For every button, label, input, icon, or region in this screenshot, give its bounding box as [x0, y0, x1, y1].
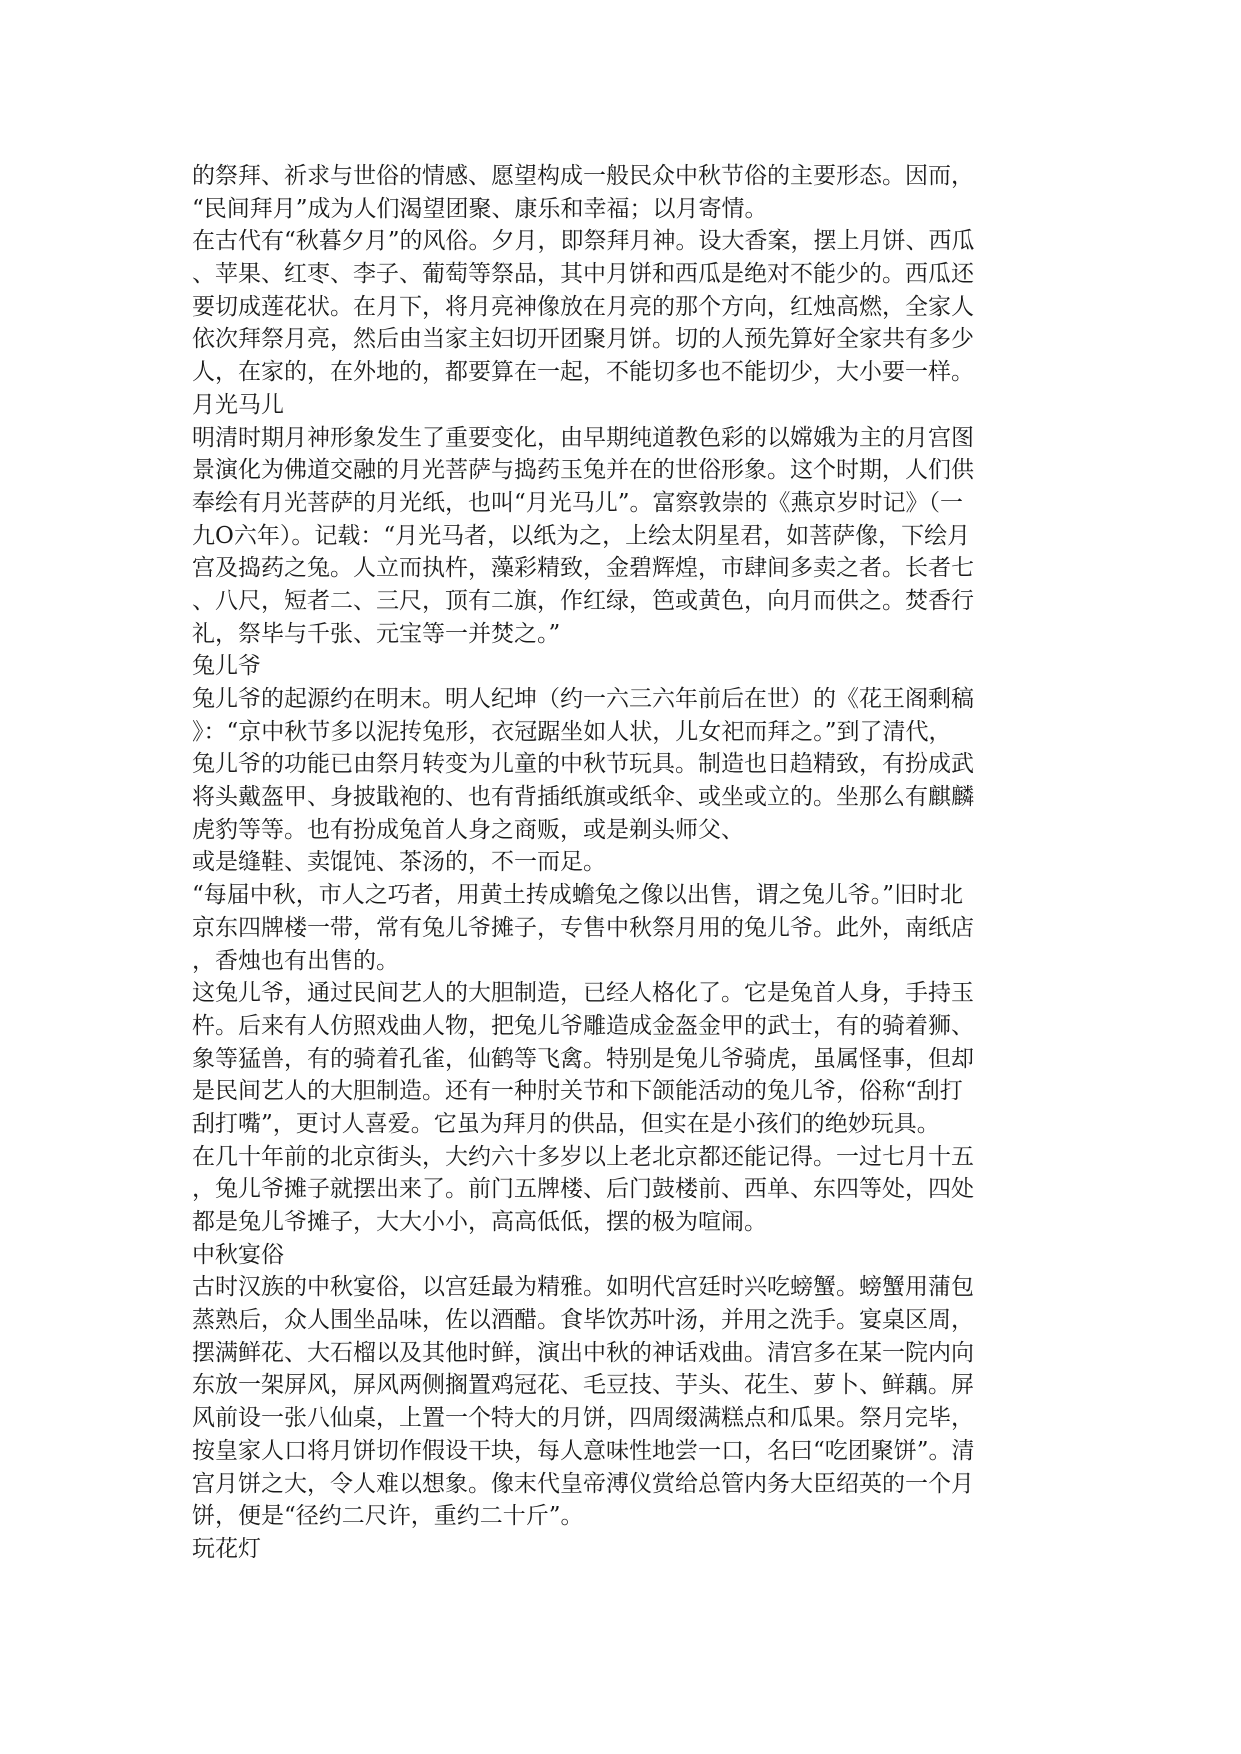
text-line: 九O六年）。记载：“月光马者，以纸为之，上绘太阴星君，如菩萨像，下绘月 [192, 522, 971, 549]
text-line: 这兔儿爷，通过民间艺人的大胆制造，已经人格化了。它是兔首人身，手持玉 [192, 980, 974, 1007]
text-line: 要切成莲花状。在月下，将月亮神像放在月亮的那个方向，红烛高燃，全家人 [192, 293, 974, 320]
text-line: 风前设一张八仙桌，上置一个特大的月饼，四周缀满糕点和瓜果。祭月完毕， [192, 1405, 974, 1432]
text-line: 或是缝鞋、卖馄饨、茶汤的，不一而足。 [192, 849, 606, 876]
text-line: 在几十年前的北京街头，大约六十多岁以上老北京都还能记得。一过七月十五 [192, 1143, 974, 1170]
text-line: 宫及捣药之兔。人立而执杵，藻彩精致，金碧辉煌，市肆间多卖之者。长者七 [192, 555, 974, 582]
text-line: 按皇家人口将月饼切作假设干块，每人意味性地尝一口，名曰“吃团聚饼”。清 [192, 1437, 975, 1464]
text-line: 兔儿爷的功能已由祭月转变为儿童的中秋节玩具。制造也日趋精致，有扮成武 [192, 751, 974, 778]
text-line: 奉绘有月光菩萨的月光纸，也叫“月光马儿”。富察敦崇的《燕京岁时记》（一 [192, 489, 964, 516]
text-line: 人，在家的，在外地的，都要算在一起，不能切多也不能切少，大小要一样。 [192, 359, 974, 386]
text-line: “民间拜月”成为人们渴望团聚、康乐和幸福；以月寄情。 [192, 195, 768, 222]
text-line: 京东四牌楼一带，常有兔儿爷摊子，专售中秋祭月用的兔儿爷。此外，南纸店 [192, 914, 974, 941]
section-heading-wan-huadeng: 玩花灯 [192, 1535, 261, 1562]
text-line: 明清时期月神形象发生了重要变化，由早期纯道教色彩的以嫦娥为主的月宫图 [192, 424, 974, 451]
section-heading-yueguang-maer: 月光马儿 [192, 391, 284, 418]
text-line: 将头戴盔甲、身披戢袍的、也有背插纸旗或纸伞、或坐或立的。坐那么有麒麟 [192, 784, 974, 811]
text-line: 礼，祭毕与千张、元宝等一并焚之。” [192, 620, 561, 647]
text-line: 、八尺，短者二、三尺，顶有二旗，作红绿，笆或黄色，向月而供之。焚香行 [192, 587, 974, 614]
text-line: 、苹果、红枣、李子、葡萄等祭品，其中月饼和西瓜是绝对不能少的。西瓜还 [192, 261, 974, 288]
text-line: ，兔儿爷摊子就摆出来了。前门五牌楼、后门鼓楼前、西单、东四等处，四处 [192, 1176, 974, 1203]
section-heading-zhongqiu-yansu: 中秋宴俗 [192, 1241, 284, 1268]
text-line: 依次拜祭月亮，然后由当家主妇切开团聚月饼。切的人预先算好全家共有多少 [192, 326, 974, 353]
text-line: 是民间艺人的大胆制造。还有一种肘关节和下颌能活动的兔儿爷，俗称“刮打 [192, 1078, 963, 1105]
text-line: 都是兔儿爷摊子，大大小小，高高低低，摆的极为喧闹。 [192, 1209, 767, 1235]
text-line: 虎豹等等。也有扮成兔首人身之商贩，或是剃头师父、 [192, 816, 744, 843]
text-line: 象等猛兽，有的骑着孔雀，仙鹤等飞禽。特别是兔儿爷骑虎，虽属怪事，但却 [192, 1045, 974, 1072]
text-line: 摆满鲜花、大石榴以及其他时鲜，演出中秋的神话戏曲。清宫多在某一院内向 [192, 1339, 974, 1366]
document-body [192, 160, 1052, 1566]
text-line: 景演化为佛道交融的月光菩萨与捣药玉兔并在的世俗形象。这个时期，人们供 [192, 457, 974, 484]
text-line: 》：“京中秋节多以泥抟兔形，衣冠踞坐如人状，儿女祀而拜之。”到了清代， [192, 718, 952, 745]
text-line: 刮打嘴”，更讨人喜爱。它虽为拜月的供品，但实在是小孩们的绝妙玩具。 [192, 1110, 940, 1137]
text-line: 宫月饼之大，令人难以想象。像末代皇帝溥仪赏给总管内务大臣绍英的一个月 [192, 1470, 974, 1497]
text-line: 兔儿爷的起源约在明末。明人纪坤（约一六三六年前后在世）的《花王阁剩稿 [192, 686, 974, 712]
text-line: 饼，便是“径约二尺许，重约二十斤”。 [192, 1503, 584, 1530]
text-line: 的祭拜、祈求与世俗的情感、愿望构成一般民众中秋节俗的主要形态。因而， [192, 163, 974, 189]
text-line: “每届中秋，市人之巧者，用黄土抟成蟾兔之像以出售，谓之兔儿爷。”旧时北 [192, 882, 964, 909]
text-line: 东放一架屏风，屏风两侧搁置鸡冠花、毛豆技、芋头、花生、萝卜、鲜藕。屏 [192, 1372, 974, 1399]
text-line: 蒸熟后，众人围坐品味，佐以酒醋。食毕饮苏叶汤，并用之洗手。宴桌区周， [192, 1307, 974, 1334]
text-line: 杵。后来有人仿照戏曲人物，把兔儿爷雕造成金盔金甲的武士，有的骑着狮、 [192, 1012, 974, 1039]
section-heading-tuerye: 兔儿爷 [192, 653, 261, 680]
text-line: ，香烛也有出售的。 [192, 947, 399, 974]
text-line: 古时汉族的中秋宴俗，以宫廷最为精雅。如明代宫廷时兴吃螃蟹。螃蟹用蒲包 [192, 1274, 974, 1301]
text-line: 在古代有“秋暮夕月”的风俗。夕月，即祭拜月神。设大香案，摆上月饼、西瓜 [192, 228, 975, 255]
